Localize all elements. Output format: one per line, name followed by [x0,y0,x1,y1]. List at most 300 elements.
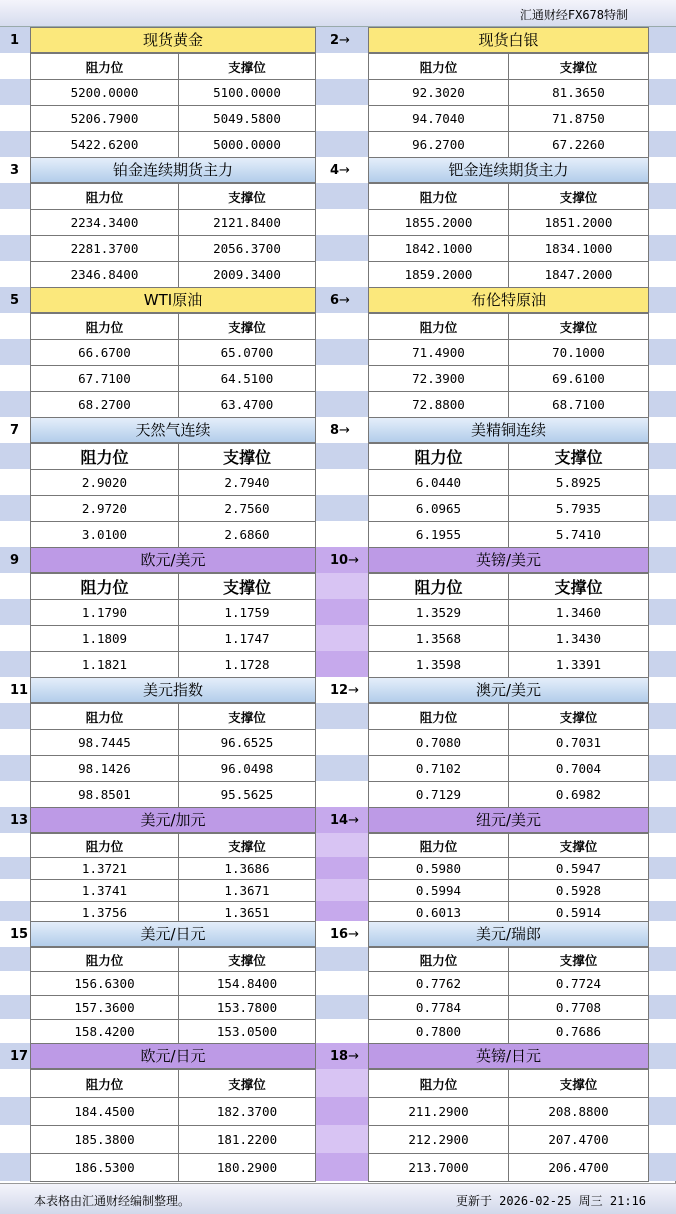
resistance-label: 阻力位 [369,54,509,80]
gutter-stripe [649,625,676,651]
resistance-label: 阻力位 [31,54,179,80]
gutter-stripe [316,995,368,1019]
resistance-value: 213.7000 [369,1154,509,1182]
support-label: 支撑位 [509,834,649,858]
support-value: 0.6982 [509,782,649,808]
support-value: 153.7800 [179,996,316,1020]
table-header-row [369,704,649,730]
gutter-stripe [649,703,676,729]
gutter-stripe [0,625,30,651]
gutter-stripe [316,833,368,857]
price-table [30,313,316,418]
resistance-value: 1.1790 [31,600,179,626]
table-row [369,972,649,996]
support-label: 支撑位 [179,184,316,210]
gutter-stripe [0,573,30,599]
panel-number-text: 17 [10,1049,29,1064]
gutter-stripe [649,79,676,105]
resistance-value: 98.7445 [31,730,179,756]
support-value: 5049.5800 [179,106,316,132]
panel-number [330,683,359,698]
resistance-label: 阻力位 [31,314,179,340]
resistance-label: 阻力位 [369,184,509,210]
support-value: 0.7724 [509,972,649,996]
gutter-stripe [649,651,676,677]
table-row [369,1020,649,1044]
gutter-stripe [0,995,30,1019]
gutter-stripe [649,573,676,599]
panel-number [10,927,28,942]
table-row [369,730,649,756]
table-row [369,1154,649,1182]
arrow-right-icon: → [348,813,359,828]
panel-title: 美元/瑞郎 [368,921,649,947]
resistance-label: 阻力位 [31,574,179,600]
panel-number [330,163,350,178]
table-header-row [31,54,316,80]
panel-number [330,813,359,828]
price-table [30,443,316,548]
gutter-stripe [316,625,368,651]
resistance-value: 2346.8400 [31,262,179,288]
panel-title: 美元/日元 [30,921,316,947]
table-row [31,880,316,902]
resistance-value: 5200.0000 [31,80,179,106]
panel-title: 天然气连续 [30,417,316,443]
resistance-label: 阻力位 [369,948,509,972]
table-row [31,366,316,392]
resistance-value: 6.0440 [369,470,509,496]
support-value: 2009.3400 [179,262,316,288]
table-row [31,80,316,106]
gutter-stripe [649,1125,676,1153]
gutter-stripe [0,391,30,417]
panel-number-text: 5 [10,293,20,308]
table-header-row [31,184,316,210]
gutter-stripe [649,53,676,79]
support-value: 1.1728 [179,652,316,678]
gutter-stripe [316,365,368,391]
gutter-stripe [316,183,368,209]
support-value: 182.3700 [179,1098,316,1126]
resistance-label: 阻力位 [31,834,179,858]
gutter-stripe [316,755,368,781]
gutter-stripe [0,339,30,365]
support-label: 支撑位 [509,1070,649,1098]
price-table [368,443,649,548]
table-row [369,132,649,158]
panel-number-text: 4 [330,163,340,178]
gutter-stripe [0,947,30,971]
support-value: 5.7935 [509,496,649,522]
arrow-right-icon: → [348,1049,359,1064]
panel-title: 英镑/美元 [368,547,649,573]
resistance-value: 92.3020 [369,80,509,106]
panel-number-text: 1 [10,33,20,48]
panel-number [10,33,19,48]
footer-note: 本表格由汇通财经编制整理。 [34,1194,191,1208]
gutter-stripe [649,313,676,339]
gutter-stripe [316,131,368,157]
gutter-stripe [0,521,30,547]
table-row [31,106,316,132]
support-value: 1.1759 [179,600,316,626]
support-value: 0.7708 [509,996,649,1020]
panel-title: 现货白银 [368,27,649,53]
table-row [369,782,649,808]
resistance-label: 阻力位 [31,1070,179,1098]
gutter-stripe [0,703,30,729]
support-label: 支撑位 [509,574,649,600]
update-time: 更新于 2026-02-25 周三 21:16 [455,1194,646,1208]
resistance-label: 阻力位 [369,834,509,858]
gutter-stripe [649,105,676,131]
support-label: 支撑位 [509,184,649,210]
resistance-value: 66.6700 [31,340,179,366]
left-gutter [0,27,30,1183]
resistance-value: 68.2700 [31,392,179,418]
panel-number [10,553,19,568]
gutter-stripe [649,833,676,857]
gutter-stripe [649,807,676,833]
arrow-right-icon: → [348,553,359,568]
price-table [30,53,316,158]
gutter-stripe [0,1153,30,1181]
gutter-stripe [649,755,676,781]
support-value: 71.8750 [509,106,649,132]
panel-title: 美精铜连续 [368,417,649,443]
arrow-right-icon: → [348,927,359,942]
gutter-stripe [0,1069,30,1097]
gutter-stripe [649,921,676,947]
resistance-value: 0.7800 [369,1020,509,1044]
resistance-value: 1842.1000 [369,236,509,262]
support-label: 支撑位 [509,314,649,340]
table-row [31,626,316,652]
price-table [368,703,649,808]
resistance-value: 0.7784 [369,996,509,1020]
gutter-stripe [0,495,30,521]
resistance-value: 0.7762 [369,972,509,996]
panel-number-text: 18 [330,1049,349,1064]
support-label: 支撑位 [179,948,316,972]
table-row [31,782,316,808]
gutter-stripe [649,157,676,183]
gutter-stripe [649,339,676,365]
gutter-stripe [316,79,368,105]
table-row [369,366,649,392]
support-value: 2121.8400 [179,210,316,236]
panel-number-text: 3 [10,163,20,178]
gutter-stripe [649,857,676,879]
resistance-value: 71.4900 [369,340,509,366]
support-label: 支撑位 [179,314,316,340]
support-value: 206.4700 [509,1154,649,1182]
table-row [369,470,649,496]
gutter-stripe [316,339,368,365]
panel-number [330,553,359,568]
gutter-stripe [0,651,30,677]
gutter-stripe [0,729,30,755]
support-value: 1.3651 [179,902,316,924]
gutter-stripe [316,391,368,417]
gutter-stripe [649,1153,676,1181]
support-value: 5000.0000 [179,132,316,158]
price-table [368,833,649,924]
table-row [31,756,316,782]
table-row [369,880,649,902]
support-value: 5.8925 [509,470,649,496]
panel-number [10,163,19,178]
gutter-stripe [316,105,368,131]
table-header-row [31,314,316,340]
support-value: 95.5625 [179,782,316,808]
gutter-stripe [0,1097,30,1125]
gutter-stripe [649,391,676,417]
price-table [30,703,316,808]
support-value: 1.3460 [509,600,649,626]
table-row [31,972,316,996]
gutter-stripe [316,971,368,995]
gutter-stripe [0,1125,30,1153]
support-value: 1834.1000 [509,236,649,262]
gutter-stripe [649,443,676,469]
gutter-stripe [316,235,368,261]
resistance-value: 0.7102 [369,756,509,782]
gutter-stripe [649,209,676,235]
table-row [369,522,649,548]
price-table [30,1069,316,1182]
resistance-value: 94.7040 [369,106,509,132]
resistance-value: 157.3600 [31,996,179,1020]
support-value: 5.7410 [509,522,649,548]
support-label: 支撑位 [179,444,316,470]
resistance-value: 2.9020 [31,470,179,496]
gutter-stripe [649,677,676,703]
table-row [31,236,316,262]
resistance-value: 185.3800 [31,1126,179,1154]
gutter-stripe [0,1019,30,1043]
gutter-stripe [0,79,30,105]
gutter-stripe [0,53,30,79]
panel-title: 现货黄金 [30,27,316,53]
gutter-stripe [649,1019,676,1043]
gutter-stripe [649,599,676,625]
price-table [30,573,316,678]
footer [0,1183,676,1214]
table-row [31,652,316,678]
gutter-stripe [316,879,368,901]
resistance-value: 2.9720 [31,496,179,522]
resistance-value: 98.1426 [31,756,179,782]
gutter-stripe [649,27,676,53]
resistance-label: 阻力位 [369,1070,509,1098]
table-header-row [31,444,316,470]
panel-number [330,423,350,438]
gutter-stripe [316,901,368,923]
gutter-stripe [0,105,30,131]
gutter-stripe [649,521,676,547]
table-header-row [369,1070,649,1098]
gutter-stripe [316,651,368,677]
table-row [369,996,649,1020]
panel-title: 欧元/美元 [30,547,316,573]
gutter-stripe [0,209,30,235]
panel-number-text: 2 [330,33,340,48]
price-table [368,183,649,288]
arrow-right-icon: → [339,293,350,308]
support-value: 154.8400 [179,972,316,996]
gutter-stripe [316,781,368,807]
gutter-stripe [316,1153,368,1181]
panel-title: 美元/加元 [30,807,316,833]
panel-number-text: 12 [330,683,349,698]
table-header-row [31,574,316,600]
resistance-value: 1.3568 [369,626,509,652]
panel-number-text: 7 [10,423,20,438]
table-header-row [369,444,649,470]
panel-number-text: 15 [10,927,29,942]
table-header-row [369,184,649,210]
arrow-right-icon: → [339,423,350,438]
gutter-stripe [0,183,30,209]
resistance-label: 阻力位 [31,444,179,470]
panel-number-text: 14 [330,813,349,828]
table-row [369,80,649,106]
support-label: 支撑位 [179,834,316,858]
table-row [369,262,649,288]
support-value: 0.5914 [509,902,649,924]
support-value: 1.1747 [179,626,316,652]
support-value: 0.5947 [509,858,649,880]
support-label: 支撑位 [509,948,649,972]
gutter-stripe [0,755,30,781]
top-bar [0,0,676,27]
table-row [369,1126,649,1154]
resistance-label: 阻力位 [31,184,179,210]
gutter-stripe [0,781,30,807]
resistance-value: 67.7100 [31,366,179,392]
gutter-stripe [316,1069,368,1097]
support-value: 0.7686 [509,1020,649,1044]
support-value: 2.7560 [179,496,316,522]
table-header-row [369,54,649,80]
gutter-stripe [0,443,30,469]
table-row [31,392,316,418]
panel-number-text: 11 [10,683,29,698]
resistance-value: 212.2900 [369,1126,509,1154]
support-value: 63.4700 [179,392,316,418]
table-header-row [31,704,316,730]
resistance-value: 1.3756 [31,902,179,924]
table-row [31,340,316,366]
resistance-label: 阻力位 [369,314,509,340]
table-header-row [369,314,649,340]
gutter-stripe [0,261,30,287]
table-row [369,496,649,522]
gutter-stripe [316,495,368,521]
gutter-stripe [0,469,30,495]
support-value: 2.6860 [179,522,316,548]
support-value: 70.1000 [509,340,649,366]
price-table [368,1069,649,1182]
table-row [369,392,649,418]
gutter-stripe [316,469,368,495]
resistance-value: 1859.2000 [369,262,509,288]
gutter-stripe [316,573,368,599]
right-gutter [649,27,676,1183]
table-header-row [369,834,649,858]
resistance-value: 6.1955 [369,522,509,548]
table-row [31,496,316,522]
gutter-stripe [0,235,30,261]
gutter-stripe [649,781,676,807]
gutter-stripe [316,1097,368,1125]
resistance-value: 186.5300 [31,1154,179,1182]
support-value: 181.2200 [179,1126,316,1154]
table-header-row [369,574,649,600]
gutter-stripe [649,417,676,443]
price-table [368,313,649,418]
support-value: 208.8800 [509,1098,649,1126]
gutter-stripe [316,1125,368,1153]
gutter-stripe [649,495,676,521]
gutter-stripe [0,313,30,339]
arrow-right-icon: → [339,33,350,48]
support-value: 1.3671 [179,880,316,902]
resistance-value: 0.5980 [369,858,509,880]
support-label: 支撑位 [179,54,316,80]
panel-title: 钯金连续期货主力 [368,157,649,183]
resistance-value: 5422.6200 [31,132,179,158]
support-value: 67.2260 [509,132,649,158]
table-row [31,132,316,158]
resistance-label: 阻力位 [31,948,179,972]
support-value: 1851.2000 [509,210,649,236]
support-label: 支撑位 [509,54,649,80]
resistance-value: 0.7080 [369,730,509,756]
support-value: 207.4700 [509,1126,649,1154]
gutter-stripe [316,599,368,625]
price-table [30,833,316,924]
panel-title: 澳元/美元 [368,677,649,703]
table-row [31,996,316,1020]
gutter-stripe [316,703,368,729]
table-row [369,106,649,132]
gutter-stripe [649,1069,676,1097]
support-value: 1.3686 [179,858,316,880]
panel-title: 铂金连续期货主力 [30,157,316,183]
support-value: 1.3430 [509,626,649,652]
brand-label: 汇通财经FX678特制 [519,8,628,22]
table-header-row [31,834,316,858]
support-value: 64.5100 [179,366,316,392]
gutter-stripe [316,521,368,547]
table-row [369,340,649,366]
table-row [369,858,649,880]
table-row [369,236,649,262]
table-row [31,210,316,236]
support-value: 5100.0000 [179,80,316,106]
resistance-value: 1855.2000 [369,210,509,236]
panel-number [10,813,28,828]
resistance-value: 98.8501 [31,782,179,808]
price-table [368,947,649,1044]
gutter-stripe [649,901,676,923]
gutter-stripe [649,261,676,287]
support-label: 支撑位 [179,574,316,600]
support-value: 0.7031 [509,730,649,756]
